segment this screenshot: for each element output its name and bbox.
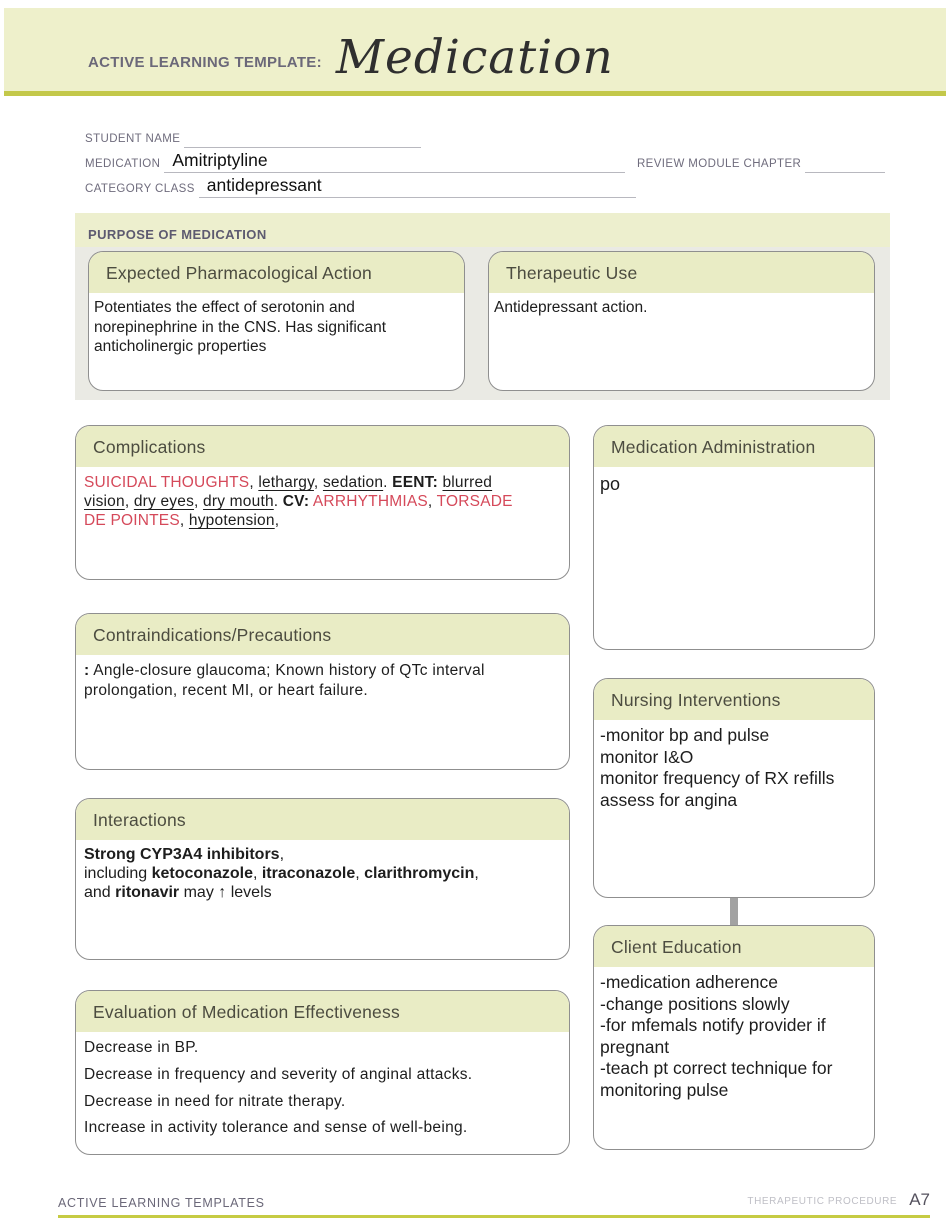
purpose-cards [75,247,890,400]
nursing-interventions-body[interactable]: -monitor bp and pulse monitor I&O monitor frequency of RX refills assess for angina [600,725,835,810]
therapeutic-use-title: Therapeutic Use [489,252,874,293]
right-column [593,425,875,1155]
left-column [75,425,570,1155]
client-education-card [593,925,875,1150]
interactions-title: Interactions [76,799,569,840]
medication-label: MEDICATION [85,158,161,170]
interactions-card [75,798,570,960]
client-education-body[interactable]: -medication adherence -change positions slowly -for mfemals notify provider if pregnant -teach pt correct technique for monitoring pulse [600,972,833,1100]
student-name-field[interactable] [184,128,421,148]
contraindications-body[interactable]: : Angle-closure glaucoma; Known history of QTc interval prolongation, recent MI, or heart failure. [84,662,485,699]
footer-category-text: THERAPEUTIC PROCEDURE [747,1196,898,1207]
contraindications-card [75,613,570,770]
evaluation-title: Evaluation of Medication Effectiveness [76,991,569,1032]
complications-title: Complications [76,426,569,467]
contraindications-title: Contraindications/Precautions [76,614,569,655]
complications-body[interactable]: SUICIDAL THOUGHTS, lethargy, sedation. EENT: blurred vision, dry eyes, dry mouth. CV: ARRHYTHMIAS, TORSADE DE POINTES, hypotension, [84,474,513,530]
medication-value[interactable]: Amitriptyline [172,150,268,170]
interactions-body[interactable]: Strong CYP3A4 inhibitors, including ketoconazole, itraconazole, clarithromycin, and ritonavir may ↑ levels [84,846,479,901]
medication-administration-card [593,425,875,650]
category-value[interactable]: antidepressant [206,175,322,195]
medication-field[interactable] [164,150,625,173]
nursing-interventions-card [593,678,875,898]
category-field[interactable] [199,175,636,198]
review-module-field[interactable] [805,153,885,173]
therapeutic-use-body[interactable]: Antidepressant action. [494,299,648,316]
footer-page-number: A7 [909,1190,930,1209]
category-label: CATEGORY CLASS [85,183,195,195]
medication-administration-body[interactable]: po [600,474,621,494]
student-name-row [85,128,885,148]
header-band [4,8,946,96]
nursing-interventions-title: Nursing Interventions [594,679,874,720]
expected-action-title: Expected Pharmacological Action [89,252,464,293]
evaluation-card [75,990,570,1155]
client-education-title: Client Education [594,926,874,967]
footer-right [747,1190,930,1210]
evaluation-body[interactable]: Decrease in BP. Decrease in frequency and severity of anginal attacks. Decrease in need for nitrate therapy. Increase in activity tolerance and sense of well-being. [84,1039,473,1137]
medication-administration-title: Medication Administration [594,426,874,467]
review-module-label: REVIEW MODULE CHAPTER [636,158,802,170]
category-row [85,175,885,198]
purpose-section [75,213,890,400]
purpose-section-label: PURPOSE OF MEDICATION [88,227,267,242]
form-fields [85,128,885,203]
page-title: Medication [335,30,614,86]
medication-row [85,150,885,173]
template-label: ACTIVE LEARNING TEMPLATE: [88,54,322,71]
student-name-label: STUDENT NAME [85,133,181,145]
purpose-label-strip [75,213,890,247]
connector-line [730,898,738,925]
therapeutic-use-card [488,251,875,391]
complications-card [75,425,570,580]
footer [58,1176,930,1218]
main-columns [75,425,875,1155]
footer-left-text: ACTIVE LEARNING TEMPLATES [58,1196,265,1210]
expected-action-body[interactable]: Potentiates the effect of serotonin and norepinephrine in the CNS. Has significant anticholinergic properties [94,299,387,356]
expected-action-card [88,251,465,391]
